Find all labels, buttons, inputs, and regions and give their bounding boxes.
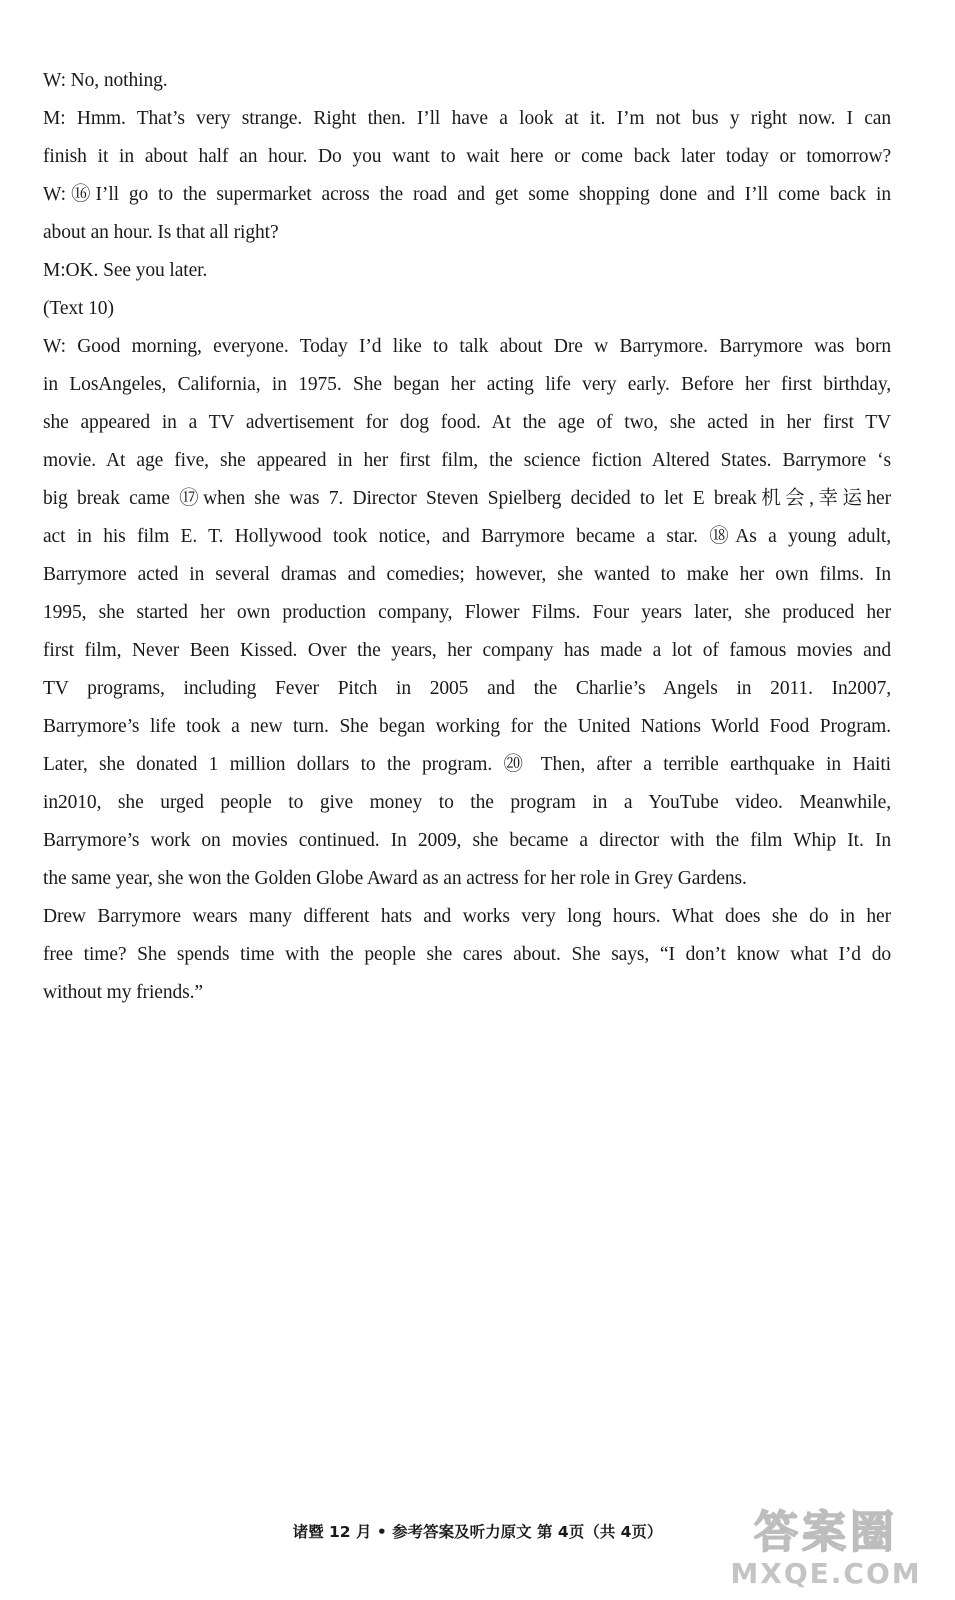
text-line: she appeared in a TV advertisement for dog food. At the age of two, she acted in her first TV	[43, 412, 891, 433]
page-footer: 诸暨 12 月 • 参考答案及听力原文 第 4页（共 4页）	[292, 1523, 663, 1541]
watermark-url: MXQE.COM	[730, 1557, 922, 1590]
text-line: Barrymore acted in several dramas and comedies; however, she wanted to make her own films. In	[43, 564, 891, 585]
text-line: W: No, nothing.	[43, 70, 168, 91]
text-line: the same year, she won the Golden Globe Award as an actress for her role in Grey Gardens.	[43, 868, 747, 889]
text-line: M: Hmm. That’s very strange. Right then. I’ll have a look at it. I’m not bus y right now. I can	[43, 108, 891, 129]
text-line: 1995, she started her own production company, Flower Films. Four years later, she produced her	[43, 602, 891, 623]
text-line: Later, she donated 1 million dollars to the program. ⑳ Then, after a terrible earthquake in Haiti	[43, 754, 891, 775]
text-line: W: Good morning, everyone. Today I’d like to talk about Dre w Barrymore. Barrymore was born	[43, 336, 891, 357]
text-line: Drew Barrymore wears many different hats and works very long hours. What does she do in her	[43, 906, 891, 927]
text-line: Barrymore’s work on movies continued. In 2009, she became a director with the film Whip It. In	[43, 830, 891, 851]
text-line: first film, Never Been Kissed. Over the years, her company has made a lot of famous movies and	[43, 640, 891, 661]
text-line: free time? She spends time with the people she cares about. She says, “I don’t know what I’d do	[43, 944, 891, 965]
text-line: without my friends.”	[43, 982, 203, 1003]
text-line: in LosAngeles, California, in 1975. She began her acting life very early. Before her first birthday,	[43, 374, 891, 395]
text-line: about an hour. Is that all right?	[43, 222, 279, 243]
text-line: in2010, she urged people to give money to the program in a YouTube video. Meanwhile,	[43, 792, 891, 813]
text-line: M:OK. See you later.	[43, 260, 208, 281]
text-line: W:⑯I’ll go to the supermarket across the road and get some shopping done and I’ll come back in	[43, 184, 891, 205]
text-line: movie. At age five, she appeared in her first film, the science fiction Altered States. Barrymore ‘s	[43, 450, 891, 471]
section-heading: (Text 10)	[43, 298, 114, 319]
watermark-logo	[711, 1508, 941, 1596]
text-line: act in his film E. T. Hollywood took notice, and Barrymore became a star. ⑱As a young adult,	[43, 526, 891, 547]
text-line: big break came ⑰when she was 7. Director Steven Spielberg decided to let E break机会,幸运her	[43, 488, 891, 509]
watermark-title: 答案圈	[754, 1507, 898, 1558]
text-line: Barrymore’s life took a new turn. She began working for the United Nations World Food Program.	[43, 716, 891, 737]
text-line: finish it in about half an hour. Do you want to wait here or come back later today or tomorrow?	[43, 146, 891, 167]
text-line: TV programs, including Fever Pitch in 2005 and the Charlie’s Angels in 2011. In2007,	[43, 678, 891, 699]
document-body	[43, 62, 891, 1012]
